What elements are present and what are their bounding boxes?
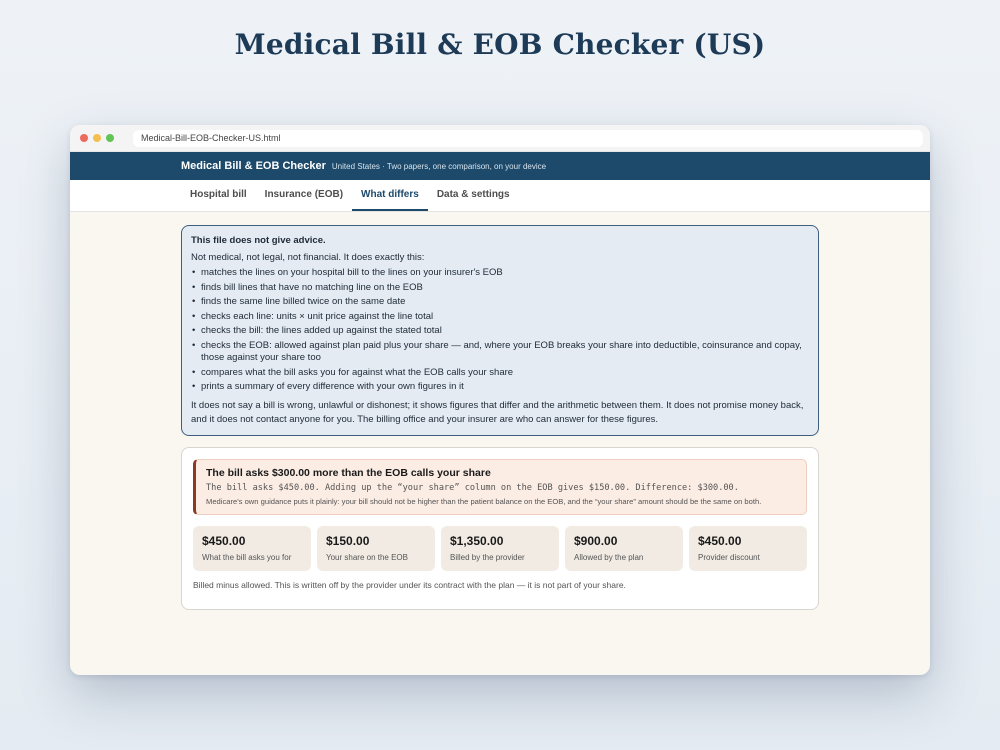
difference-calculation: The bill asks $450.00. Adding up the “your share” column on the EOB gives $150.00. Difference: $300.00.	[206, 482, 739, 493]
page-title: Medical Bill & EOB Checker (US)	[234, 28, 766, 61]
discount-footnote: Billed minus allowed. This is written off by the provider under its contract with the plan — it is not part of your share.	[193, 579, 626, 590]
stat-billed	[441, 526, 559, 571]
stat-label: Billed by the provider	[450, 552, 525, 562]
list-item: • matches the lines on your hospital bill to the lines on your insurer's EOB	[191, 267, 809, 280]
list-item: • compares what the bill asks you for against what the EOB calls your share	[191, 367, 809, 380]
notice-intro: Not medical, not legal, not financial. It does exactly this:	[191, 252, 425, 263]
stat-label: Allowed by the plan	[574, 552, 644, 562]
tab-insurance-eob[interactable]: Insurance (EOB)	[264, 189, 344, 200]
notice-list	[191, 267, 809, 394]
stat-value: $450.00	[202, 533, 246, 548]
main-content	[181, 225, 819, 610]
stat-your-share	[317, 526, 435, 571]
difference-card	[181, 447, 819, 610]
list-item: • checks the bill: the lines added up against the stated total	[191, 325, 809, 338]
stat-bill-asks	[193, 526, 311, 571]
difference-alert	[193, 459, 807, 515]
close-window-icon[interactable]	[80, 134, 88, 142]
list-item: • checks the EOB: allowed against plan paid plus your share — and, where your EOB breaks your share into deductible, coinsurance and copay, those against your share too	[191, 340, 809, 366]
app-name: Medical Bill & EOB Checker	[181, 160, 326, 172]
stat-provider-discount	[689, 526, 807, 571]
tab-data-settings[interactable]: Data & settings	[436, 189, 510, 200]
stat-row	[193, 526, 807, 571]
list-item: • checks each line: units × unit price against the line total	[191, 311, 809, 324]
notice-heading: This file does not give advice.	[191, 235, 326, 246]
stat-value: $1,350.00	[450, 533, 504, 548]
stat-label: What the bill asks you for	[202, 552, 292, 562]
difference-title: The bill asks $300.00 more than the EOB calls your share	[206, 466, 491, 479]
list-item: • finds the same line billed twice on the same date	[191, 296, 809, 309]
notice-outro: It does not say a bill is wrong, unlawful or dishonest; it shows figures that differ and the arithmetic between them. It does not promise money back, and it does not contact anyone for you. The billing office and your insurer are who can answer for these figures.	[191, 400, 804, 425]
stat-allowed	[565, 526, 683, 571]
browser-chrome	[70, 125, 930, 152]
list-item: • finds bill lines that have no matching line on the EOB	[191, 282, 809, 295]
tab-bar	[70, 180, 930, 212]
advice-notice	[181, 225, 819, 436]
app-header	[70, 152, 930, 180]
stat-value: $450.00	[698, 533, 742, 548]
difference-guidance: Medicare's own guidance puts it plainly: your bill should not be higher than the patient balance on the EOB, and the “your share” amount should be the same on both.	[206, 496, 762, 506]
tab-what-differs[interactable]: What differs	[352, 180, 428, 211]
maximize-window-icon[interactable]	[106, 134, 114, 142]
stat-label: Provider discount	[698, 552, 760, 562]
list-item: • prints a summary of every difference with your own figures in it	[191, 381, 809, 394]
tab-hospital-bill[interactable]: Hospital bill	[190, 189, 247, 200]
minimize-window-icon[interactable]	[93, 134, 101, 142]
address-bar[interactable]: Medical-Bill-EOB-Checker-US.html	[133, 130, 923, 147]
app-subtitle: United States · Two papers, one comparison, on your device	[331, 161, 547, 171]
stat-value: $900.00	[574, 533, 618, 548]
browser-window	[70, 125, 930, 675]
stat-value: $150.00	[326, 533, 370, 548]
stat-label: Your share on the EOB	[326, 552, 408, 562]
